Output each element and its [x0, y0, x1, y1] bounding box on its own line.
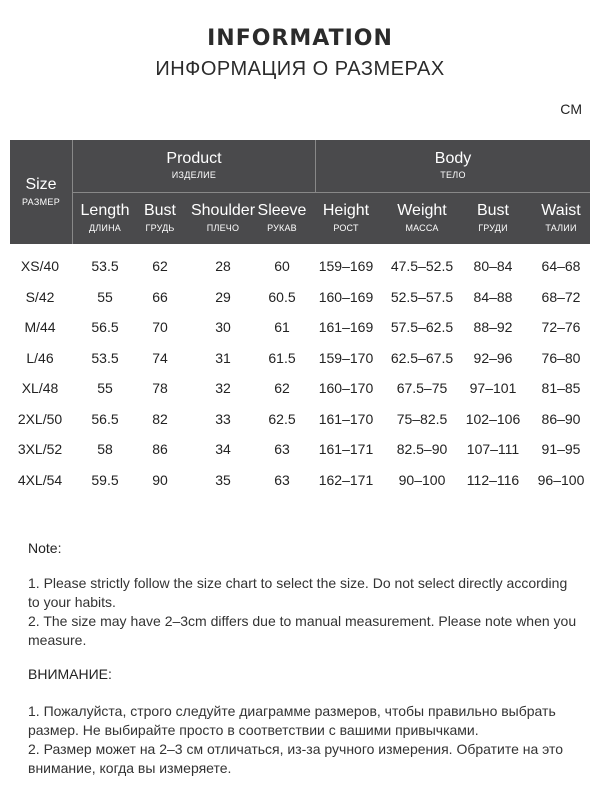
note-ru-line-1: 1. Пожалуйста, строго следуйте диаграмме размеров, чтобы правильно выбрать размер. Не выбирайте просто в соответствии с вашими привычками.: [28, 703, 556, 738]
table-cell: 33: [215, 410, 231, 427]
table-cell: 72–76: [541, 319, 581, 335]
table-cell: 56.5: [91, 319, 119, 335]
table-cell: 47.5–52.5: [390, 258, 454, 274]
table-row: [10, 404, 590, 434]
table-cell: 159–170: [318, 349, 374, 366]
table-cell: 28: [215, 258, 231, 274]
table-cell: 96–100: [537, 471, 585, 488]
size-cell: M/44: [24, 319, 56, 335]
page-title: INFORMATION: [207, 26, 393, 51]
table-cell: 66: [152, 288, 168, 305]
column-header: [457, 202, 529, 233]
table-cell: 84–88: [473, 288, 513, 305]
size-cell: XS/40: [20, 258, 60, 274]
table-cell: 75–82.5: [396, 410, 448, 427]
table-cell: 68–72: [541, 288, 581, 305]
table-cell: 60: [274, 258, 290, 274]
table-cell: 82: [152, 410, 168, 427]
table-cell: 76–80: [541, 349, 581, 366]
table-cell: 53.5: [91, 349, 119, 366]
column-header-label: Length: [80, 202, 130, 219]
page-subtitle: ИНФОРМАЦИЯ О РАЗМЕРАХ: [155, 58, 445, 80]
size-column-header: [10, 140, 73, 244]
table-cell: 61.5: [268, 349, 296, 366]
size-cell: XL/48: [21, 380, 59, 396]
table-cell: 86–90: [541, 410, 581, 427]
table-cell: 57.5–62.5: [390, 319, 454, 335]
table-row: [10, 343, 590, 373]
product-group-header: [73, 140, 316, 193]
table-cell: 92–96: [473, 349, 513, 366]
column-header: [376, 202, 468, 233]
table-cell: 29: [215, 288, 231, 305]
table-cell: 63: [274, 441, 290, 457]
table-row: [10, 251, 590, 281]
table-cell: 61: [274, 319, 290, 335]
column-header-label: Bust: [143, 202, 176, 219]
column-header-label: Sleeve: [257, 202, 307, 219]
table-cell: 59.5: [91, 471, 119, 488]
note-title-en: Note:: [28, 540, 62, 556]
note-title-ru: ВНИМАНИЕ:: [28, 666, 112, 682]
table-row: [10, 373, 590, 403]
body-label-ru: ТЕЛО: [440, 170, 466, 180]
size-label-ru: РАЗМЕР: [21, 197, 61, 207]
table-cell: 162–171: [318, 471, 374, 488]
table-cell: 64–68: [541, 258, 581, 274]
size-cell: L/46: [26, 349, 54, 366]
table-cell: 80–84: [473, 258, 513, 274]
table-cell: 70: [152, 319, 168, 335]
table-row: [10, 282, 590, 312]
column-header-label: Height: [322, 202, 370, 219]
column-header-label: Weight: [397, 202, 447, 219]
table-cell: 91–95: [541, 441, 581, 457]
column-header-label-ru: МАССА: [405, 223, 439, 233]
unit-label: CM: [560, 101, 582, 117]
table-cell: 112–116: [466, 471, 520, 488]
table-cell: 159–169: [318, 258, 374, 274]
table-cell: 81–85: [541, 380, 581, 396]
table-cell: 62.5–67.5: [390, 349, 454, 366]
note-ru-line-2: 2. Размер может на 2–3 см отличаться, из-за ручного измерения. Обратите на это внимание, когда вы измеряете.: [28, 741, 564, 776]
table-cell: 58: [97, 441, 113, 457]
product-label-ru: ИЗДЕЛИЕ: [171, 170, 217, 180]
table-cell: 53.5: [91, 258, 119, 274]
table-cell: 67.5–75: [396, 380, 448, 396]
table-cell: 35: [215, 471, 231, 488]
note-en-line-2: 2. The size may have 2–3cm differs due to manual measurement. Please note when you measure.: [28, 613, 577, 648]
column-header-label-ru: РОСТ: [333, 223, 359, 233]
table-cell: 62.5: [268, 410, 296, 427]
column-header: [70, 202, 140, 233]
table-cell: 62: [152, 258, 168, 274]
size-cell: 4XL/54: [17, 471, 63, 488]
body-label: Body: [434, 150, 472, 167]
table-cell: 88–92: [473, 319, 513, 335]
table-cell: 55: [97, 288, 113, 305]
column-header-label-ru: ПЛЕЧО: [206, 223, 240, 233]
table-cell: 56.5: [91, 410, 119, 427]
table-row: [10, 312, 590, 342]
table-cell: 90–100: [398, 471, 446, 488]
table-cell: 31: [215, 349, 231, 366]
table-cell: 55: [97, 380, 113, 396]
table-cell: 161–170: [318, 410, 374, 427]
column-header-label-ru: ДЛИНА: [89, 223, 121, 233]
table-cell: 60.5: [268, 288, 296, 305]
column-header-label-ru: РУКАВ: [267, 223, 297, 233]
table-cell: 90: [152, 471, 168, 488]
column-header-label: Bust: [476, 202, 509, 219]
note-en-line-1: 1. Please strictly follow the size chart to select the size. Do not select directly according to your habits.: [28, 575, 568, 610]
table-cell: 30: [215, 319, 231, 335]
table-row: [10, 434, 590, 464]
table-cell: 161–169: [318, 319, 374, 335]
column-header-label-ru: ТАЛИИ: [545, 223, 577, 233]
table-cell: 86: [152, 441, 168, 457]
table-cell: 74: [152, 349, 168, 366]
column-header: [523, 202, 599, 233]
size-cell: 2XL/50: [17, 410, 63, 427]
body-group-header: [316, 140, 590, 193]
table-cell: 160–169: [318, 288, 374, 305]
table-cell: 160–170: [318, 380, 374, 396]
size-cell: 3XL/52: [17, 441, 63, 457]
table-cell: 78: [152, 380, 168, 396]
table-cell: 97–101: [469, 380, 517, 396]
table-cell: 161–171: [318, 441, 374, 457]
table-cell: 62: [274, 380, 290, 396]
table-cell: 52.5–57.5: [390, 288, 454, 305]
table-cell: 102–106: [465, 410, 521, 427]
table-cell: 32: [215, 380, 231, 396]
table-cell: 63: [274, 471, 290, 488]
column-header-label-ru: ГРУДИ: [478, 223, 508, 233]
product-label: Product: [166, 150, 222, 167]
column-header-label: Shoulder: [190, 202, 256, 219]
table-cell: 34: [215, 441, 231, 457]
table-cell: 82.5–90: [396, 441, 448, 457]
size-label: Size: [25, 176, 57, 193]
column-header-label-ru: ГРУДЬ: [145, 223, 175, 233]
size-table-header: [10, 140, 590, 244]
column-header-label: Waist: [541, 202, 581, 219]
table-row: [10, 465, 590, 495]
table-cell: 107–111: [466, 441, 520, 457]
size-cell: S/42: [25, 288, 55, 305]
